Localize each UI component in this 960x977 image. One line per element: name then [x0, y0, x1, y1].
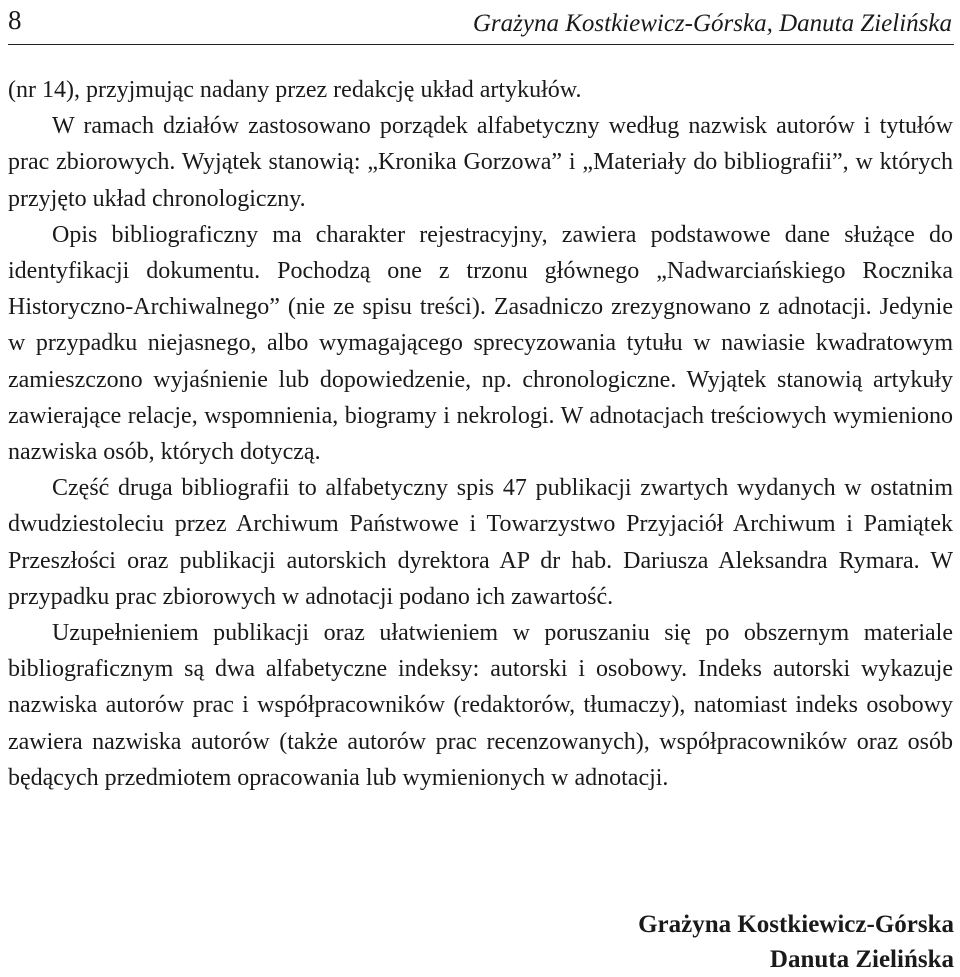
signature [638, 907, 954, 977]
running-head-authors: Grażyna Kostkiewicz-Górska, Danuta Zielińska [472, 10, 952, 37]
page-number: 8 [8, 5, 22, 35]
body-text [8, 72, 953, 796]
paragraph-bibliographic-description: Opis bibliograficzny ma charakter rejestracyjny, zawiera podstawowe dane służące do identyfikacji dokumentu. Pochodzą one z trzonu głównego „Nadwarciańskiego Rocznika Historyczno-Archiwalnego” (nie ze spisu treści). Zasadniczo zrezygnowano z adnotacji. Jedynie w przypadku niejasnego, albo wymagającego sprecyzowania tytułu w nawiasie kwadratowym zamieszczono wyjaśnienie lub dopowiedzenie, np. chronologiczne. Wyjątek stanowią artykuły zawierające relacje, wspomnienia, biogramy i nekrologi. W adnotacjach treściowych wymieniono nazwiska osób, których dotyczą. [8, 221, 953, 466]
signature-author-1: Grażyna Kostkiewicz-Górska [638, 911, 954, 938]
paragraph-indexes: Uzupełnieniem publikacji oraz ułatwieniem w poruszaniu się po obszernym materiale bibliograficznym są dwa alfabetyczne indeksy: autorski i osobowy. Indeks autorski wykazuje nazwiska autorów prac i współpracowników (redaktorów, tłumaczy), natomiast indeks osobowy zawiera nazwiska autorów (także autorów prac recenzowanych), współpracowników oraz osób będących przedmiotem opracowania lub wymienionych w adnotacji. [8, 620, 953, 791]
paragraph-sections-order: W ramach działów zastosowano porządek alfabetyczny według nazwisk autorów i tytułów prac zbiorowych. Wyjątek stanowią: „Kronika Gorzowa” i „Materiały do bibliografii”, w których przyjęto układ chronologiczny. [8, 113, 953, 212]
running-head [8, 4, 954, 45]
paragraph-second-part: Część druga bibliografii to alfabetyczny spis 47 publikacji zwartych wydanych w ostatnim dwudziestoleciu przez Archiwum Państwowe i Towarzystwo Przyjaciół Archiwum i Pamiątek Przeszłości oraz publikacji autorskich dyrektora AP dr hab. Dariusza Aleksandra Rymara. W przypadku prac zbiorowych w adnotacji podano ich zawartość. [8, 475, 953, 610]
signature-author-2: Danuta Zielińska [769, 946, 954, 973]
paragraph-continuation: (nr 14), przyjmując nadany przez redakcję układ artykułów. [8, 77, 582, 103]
